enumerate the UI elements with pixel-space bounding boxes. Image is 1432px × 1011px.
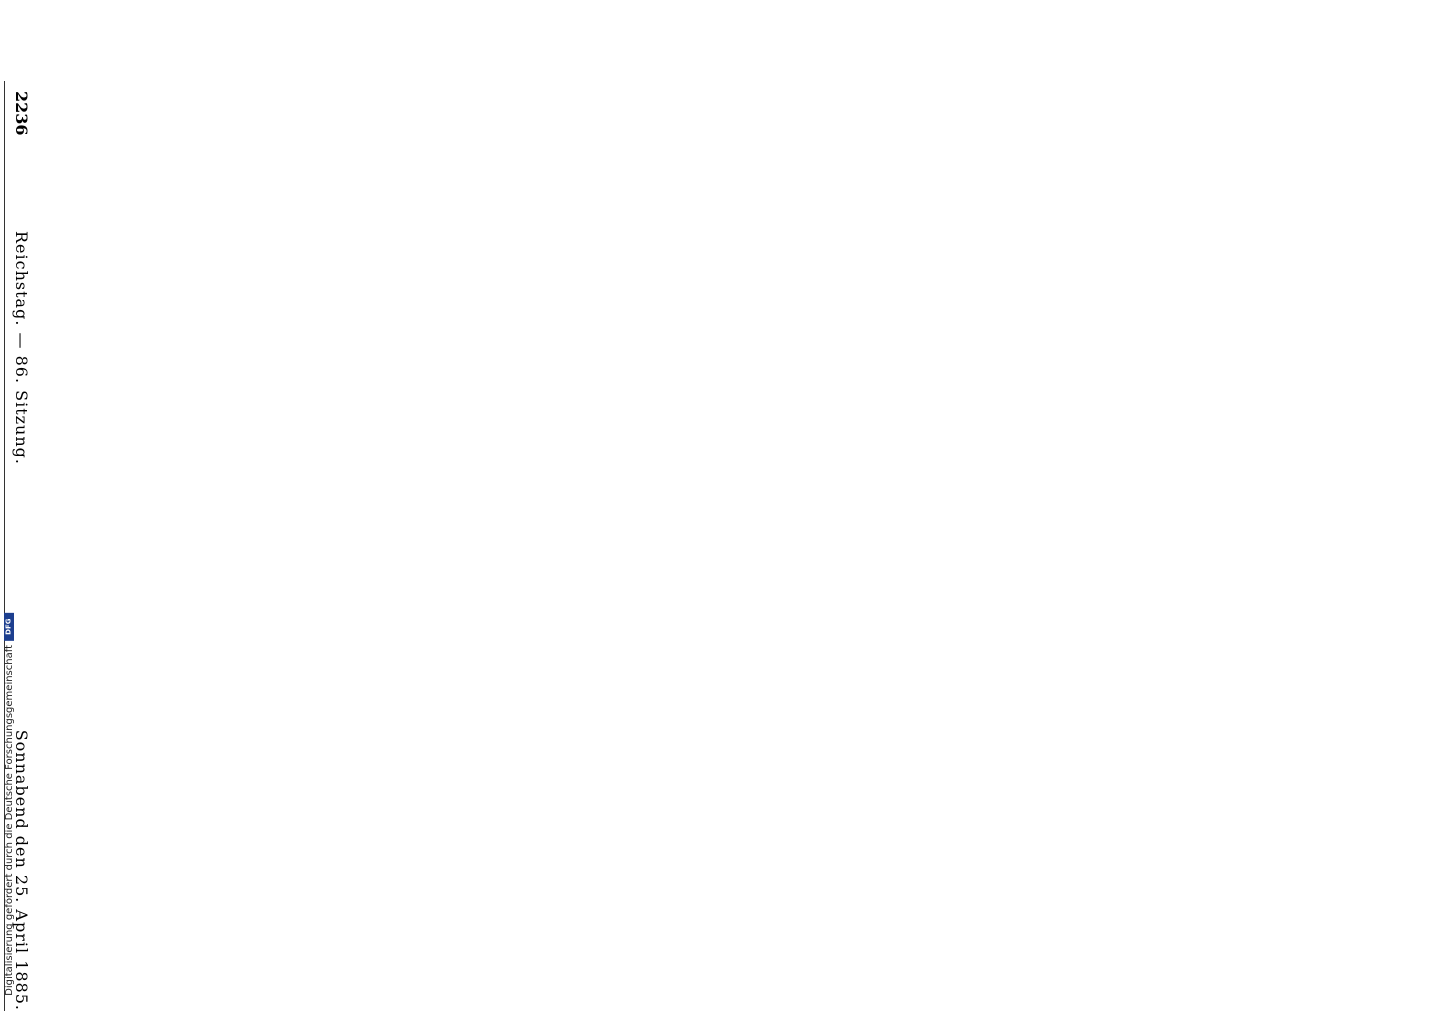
session-date: Sonnabend den 25. April 1885. (12, 729, 31, 1011)
dfg-logo (5, 613, 15, 641)
page-number: 2236 (12, 91, 31, 136)
session-title: Reichstag. — 86. Sitzung. (12, 231, 31, 465)
dfg-logo-text: DFG (4, 618, 13, 636)
digitization-credit (4, 613, 15, 996)
credit-text: Digitalisierung gefördert durch die Deutsche Forschungsgemeinschaft (4, 645, 15, 996)
